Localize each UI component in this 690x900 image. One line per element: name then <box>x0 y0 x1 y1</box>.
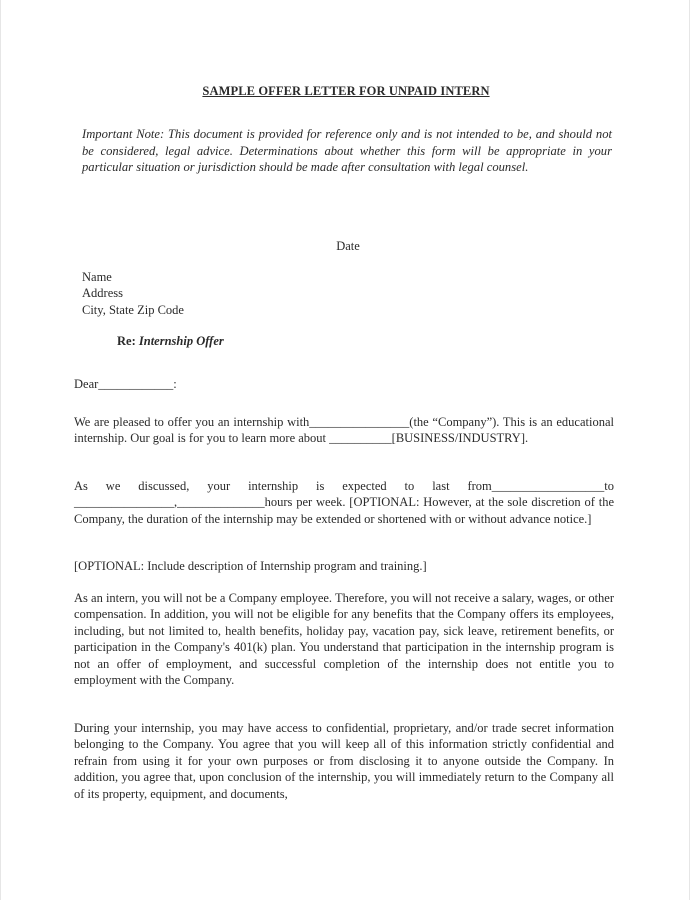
date-placeholder: Date <box>336 239 360 253</box>
paragraph-confidentiality: During your internship, you may have access to confidential, proprietary, and/or trade secret information belonging to the Company. You agree that you will keep all of this information strictly confidential and refrain from using it for your own purposes or from disclosing it to anyone outside the Company. In addition, you agree that, upon conclusion of the internship, you will immediately return to the Company all of its property, equipment, and documents, <box>74 721 614 801</box>
recipient-name: Name <box>82 270 112 284</box>
subject-text: Internship Offer <box>138 334 224 348</box>
paragraph-optional-program: [OPTIONAL: Include description of Internship program and training.] <box>74 559 427 573</box>
important-note: Important Note: This document is provided for reference only and is not intended to be, and should not be considered, legal advice. Determinations about whether this form will be appropriate in your particular situation or jurisdiction should be made after consultation with legal counsel. <box>82 127 612 175</box>
subject-prefix: Re: <box>117 334 136 348</box>
paragraph-not-employee: As an intern, you will not be a Company employee. Therefore, you will not receive a salary, wages, or other compensation. In addition, you will not be eligible for any benefits that the Company offers its employees, including, but not limited to, health benefits, holiday pay, vacation pay, sick leave, retirement benefits, or participation in the Company's 401(k) plan. You understand that participation in the internship program is not an offer of employment, and successful completion of the internship does not entitle you to employment with the Company. <box>74 591 614 688</box>
document-title: SAMPLE OFFER LETTER FOR UNPAID INTERN <box>202 84 490 98</box>
recipient-address-block <box>82 269 184 318</box>
salutation: Dear____________: <box>74 377 177 391</box>
subject-line <box>117 334 224 349</box>
paragraph-offer: We are pleased to offer you an internship with________________(the “Company”). This is an educational internship. Our goal is for you to learn more about __________[BUSINESS/INDUSTRY]. <box>74 415 614 446</box>
recipient-address: Address <box>82 286 123 301</box>
paragraph-duration: As we discussed, your internship is expected to last from__________________to ________________,______________hours per week. [OPTIONAL: However, at the sole discretion of the Company, the duration of the internship may be extended or shortened with or without advance notice.] <box>74 479 614 526</box>
recipient-city-state-zip: City, State Zip Code <box>82 302 184 317</box>
